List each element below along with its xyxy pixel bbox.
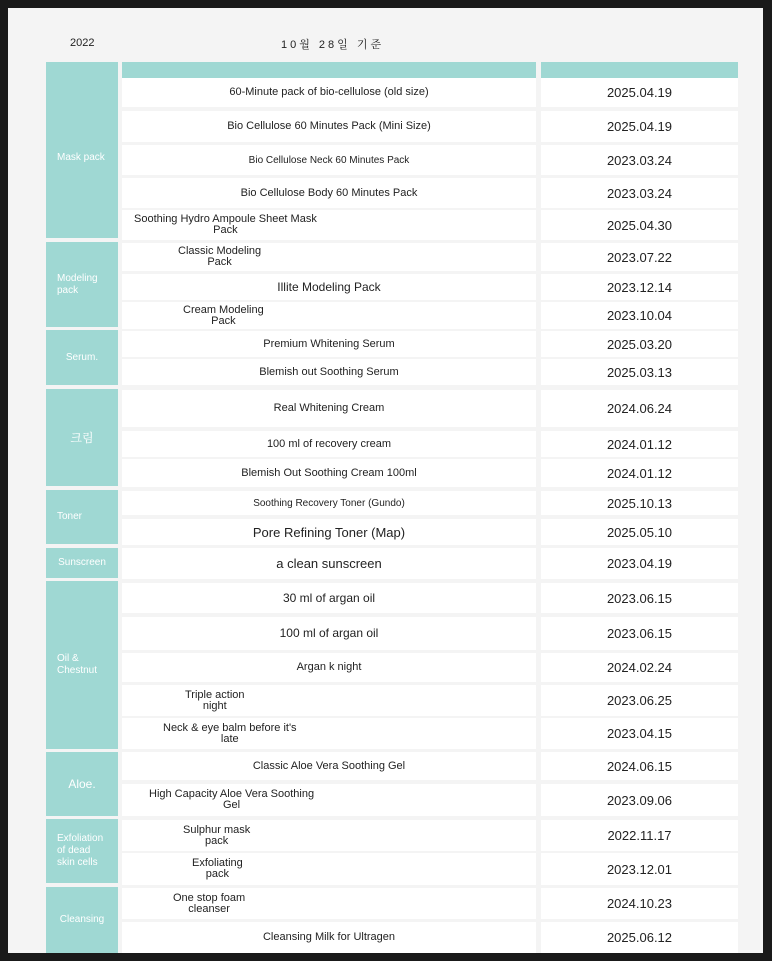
- table-row: [122, 617, 738, 650]
- table-row: [122, 274, 738, 300]
- category-cell: [46, 77, 118, 238]
- product-name: Blemish out Soothing Serum: [259, 365, 399, 378]
- category-label: Mask pack: [57, 151, 105, 163]
- expiry-date-cell: 2024.01.12: [606, 436, 673, 452]
- category-cell: [46, 548, 118, 578]
- expiry-date-cell: 2023.07.22: [606, 249, 673, 265]
- product-name: Illite Modeling Pack: [277, 279, 381, 294]
- table-row: [122, 583, 738, 613]
- category-cell: [46, 819, 118, 883]
- expiry-date-cell: 2025.04.30: [606, 217, 673, 233]
- expiry-date-cell: 2023.12.14: [606, 279, 673, 295]
- category-label: 크림: [70, 430, 94, 445]
- year-label: 2022: [70, 37, 95, 49]
- category-label: Modeling pack: [57, 272, 98, 296]
- expiry-date-cell: 2023.06.15: [606, 626, 673, 641]
- category-cell: [46, 330, 118, 385]
- expiry-date-cell: 2024.02.24: [606, 660, 673, 675]
- product-name-cell: [122, 243, 592, 271]
- category-label: Exfoliation of dead skin cells: [57, 833, 104, 868]
- expiry-date-cell: 2023.04.15: [606, 726, 673, 741]
- product-name: a clean sunscreen: [276, 556, 382, 571]
- product-name: Classic Modeling Pack: [178, 245, 262, 268]
- product-name-cell: [122, 922, 536, 953]
- product-name-cell: [122, 685, 599, 716]
- product-name: Bio Cellulose Body 60 Minutes Pack: [240, 186, 418, 199]
- expiry-date-cell: 2025.05.10: [606, 524, 673, 540]
- product-name-cell: [122, 548, 536, 579]
- product-name-cell: [122, 145, 536, 175]
- expiry-date-cell: 2024.01.12: [606, 465, 673, 481]
- expiry-date-cell: 2025.06.12: [606, 930, 673, 945]
- expiry-date-cell: 2023.03.24: [606, 152, 673, 168]
- expiry-date-sheet: [8, 8, 763, 953]
- table-row: [122, 331, 738, 357]
- date-basis-label: 10월 28일 기준: [281, 39, 385, 51]
- category-cell: [46, 242, 118, 327]
- table-row: [122, 548, 738, 579]
- product-name: 100 ml of recovery cream: [266, 437, 392, 450]
- product-name-cell: [122, 431, 536, 457]
- product-name: 100 ml of argan oil: [279, 626, 379, 640]
- table-row: [122, 784, 738, 816]
- expiry-date-cell: 2025.03.20: [606, 336, 673, 352]
- table-row: [122, 685, 738, 716]
- product-name-cell: [122, 718, 577, 749]
- product-name: 30 ml of argan oil: [282, 590, 376, 605]
- product-name: 60-Minute pack of bio-cellulose (old size): [229, 86, 429, 98]
- category-label: Cleansing: [59, 914, 105, 925]
- product-name-cell: [122, 853, 606, 885]
- expiry-date-cell: 2024.06.15: [606, 758, 673, 774]
- table-row: [122, 178, 738, 208]
- product-name-cell: [122, 302, 597, 329]
- product-name: Bio Cellulose Neck 60 Minutes Pack: [248, 154, 410, 166]
- table-row: [122, 145, 738, 175]
- table-row: [122, 111, 738, 142]
- table-row: [122, 459, 738, 487]
- expiry-date-cell: 2023.09.06: [606, 792, 673, 808]
- table-row: [122, 390, 738, 427]
- table-row: [122, 431, 738, 457]
- category-cell: [46, 389, 118, 486]
- expiry-date-cell: 2022.11.17: [607, 828, 672, 843]
- expiry-date-cell: 2024.06.24: [606, 401, 673, 416]
- expiry-date-cell: 2023.06.25: [606, 693, 673, 708]
- product-name: Soothing Recovery Toner (Gundo): [253, 497, 405, 509]
- table-row: [122, 820, 738, 851]
- product-name: Premium Whitening Serum: [263, 337, 395, 350]
- product-name-cell: [122, 274, 536, 300]
- product-name-cell: [122, 583, 536, 613]
- table-row: [122, 243, 738, 271]
- product-name: Sulphur mask pack: [183, 823, 251, 847]
- expiry-date-cell: 2023.06.15: [606, 590, 673, 606]
- category-label: Oil & Chestnut: [57, 653, 98, 676]
- expiry-date-cell: 2023.12.01: [606, 861, 673, 877]
- category-cell: [46, 490, 118, 544]
- product-name-cell: [122, 390, 536, 427]
- product-name-cell: [122, 653, 536, 682]
- category-label: Aloe.: [68, 777, 96, 791]
- expiry-date-cell: 2025.04.19: [606, 85, 673, 100]
- product-name-cell: [122, 178, 536, 208]
- table-row: [122, 752, 738, 780]
- product-name-cell: [122, 331, 536, 357]
- product-name-cell: [122, 111, 536, 142]
- product-name: Soothing Hydro Ampoule Sheet Mask Pack: [134, 213, 317, 236]
- category-label: Sunscreen: [58, 557, 106, 568]
- table-row: [122, 718, 738, 749]
- product-name-cell: [122, 888, 587, 919]
- expiry-date-cell: 2025.04.19: [606, 119, 673, 134]
- product-name: Argan k night: [296, 661, 362, 673]
- product-name-cell: [122, 820, 597, 851]
- product-name: Neck & eye balm before it's late: [163, 721, 297, 745]
- product-name: High Capacity Aloe Vera Soothing Gel: [149, 788, 315, 811]
- product-name: Pore Refining Toner (Map): [252, 524, 406, 540]
- expiry-date-cell: 2023.03.24: [606, 185, 673, 201]
- expiry-date-cell: 2025.03.13: [606, 364, 673, 380]
- product-name: Real Whitening Cream: [273, 402, 385, 414]
- table-row: [122, 888, 738, 919]
- category-label: Toner: [57, 511, 83, 522]
- product-name: Exfoliating pack: [192, 857, 243, 880]
- product-name-cell: [122, 210, 548, 240]
- product-name-cell: [122, 752, 536, 780]
- expiry-date-cell: 2023.04.19: [606, 556, 673, 571]
- table-row: [122, 519, 738, 545]
- table-row: [122, 78, 738, 107]
- table-row: [122, 491, 738, 515]
- product-name: Classic Aloe Vera Soothing Gel: [252, 759, 406, 772]
- expiry-date-cell: 2024.10.23: [606, 896, 673, 911]
- product-name-cell: [122, 519, 536, 545]
- product-name-cell: [122, 359, 536, 385]
- table-row: [122, 853, 738, 885]
- category-cell: [46, 581, 118, 749]
- expiry-date-cell: 2023.10.04: [606, 308, 673, 323]
- category-cell: [46, 752, 118, 816]
- table-row: [122, 359, 738, 385]
- product-name-cell: [122, 491, 536, 515]
- product-name: One stop foam cleanser: [173, 891, 246, 915]
- product-name: Cleansing Milk for Ultragen: [262, 931, 396, 943]
- product-name-cell: [122, 617, 536, 650]
- expiry-date-cell: 2025.10.13: [606, 495, 673, 511]
- product-name: Blemish Out Soothing Cream 100ml: [241, 466, 417, 479]
- table-row: [122, 922, 738, 953]
- category-cell: [46, 887, 118, 953]
- product-name-cell: [122, 459, 536, 487]
- product-name: Triple action night: [185, 688, 245, 712]
- table-row: [122, 653, 738, 682]
- product-name: Cream Modeling Pack: [183, 303, 264, 327]
- product-name: Bio Cellulose 60 Minutes Pack (Mini Size): [227, 120, 431, 132]
- category-label: Serum.: [65, 351, 99, 363]
- table-row: [122, 302, 738, 329]
- table-row: [122, 210, 738, 240]
- product-name-cell: [122, 784, 563, 816]
- product-name-cell: [122, 78, 536, 107]
